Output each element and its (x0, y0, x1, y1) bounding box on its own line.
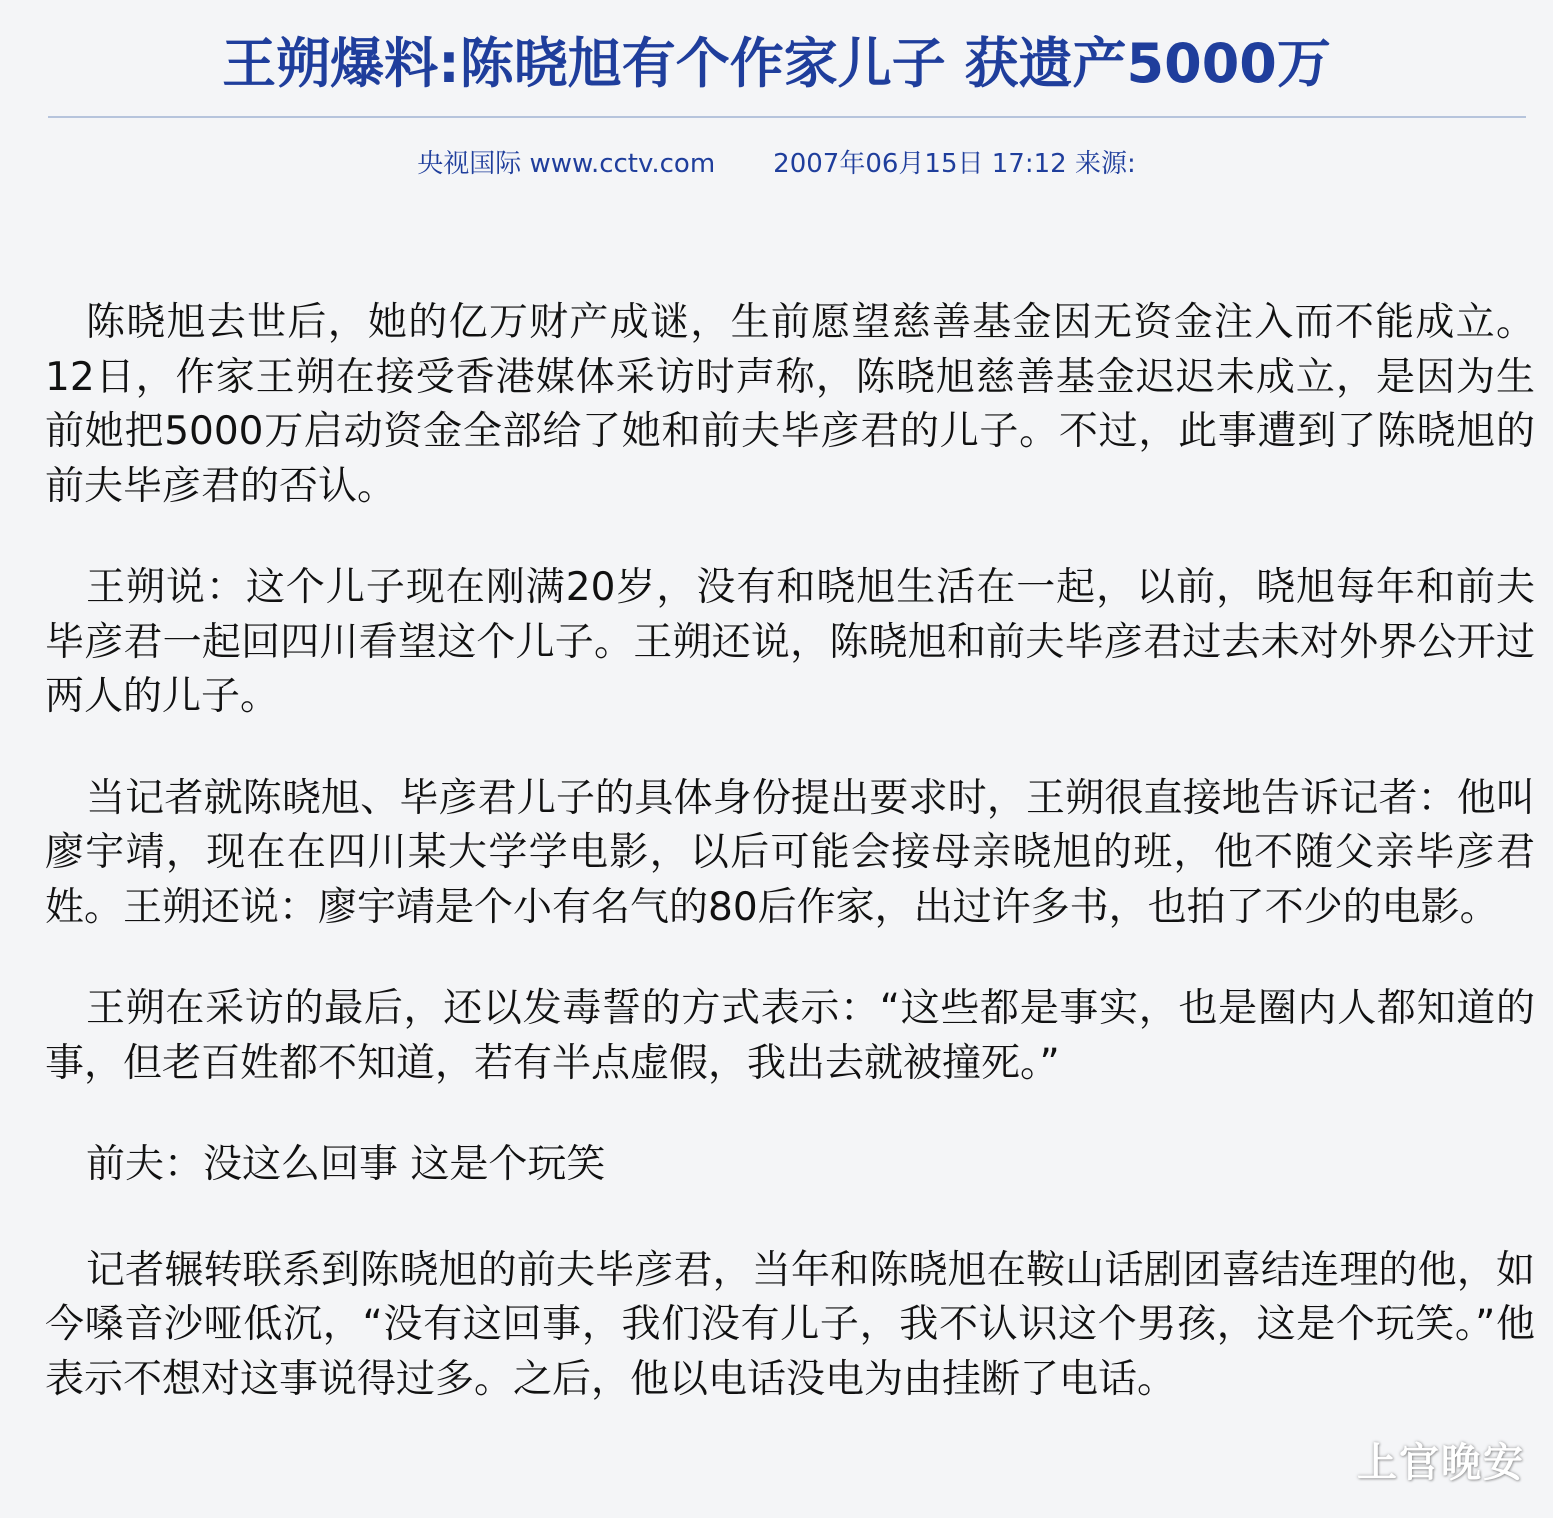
article-title: 王朔爆料:陈晓旭有个作家儿子 获遗产5000万 (222, 32, 1331, 95)
paragraph-1: 陈晓旭去世后，她的亿万财产成谜，生前愿望慈善基金因无资金注入而不能成立。12日，作家王朔在接受香港媒体采访时声称，陈晓旭慈善基金迟迟未成立，是因为生前她把5000万启动资金全部给了她和前夫毕彦君的儿子。不过，此事遭到了陈晓旭的前夫毕彦君的否认。 (45, 300, 1535, 509)
source-site: 央视国际 www.cctv.com (417, 149, 716, 179)
article-meta (0, 140, 1553, 188)
article-body (45, 296, 1535, 1454)
publish-date-source: 2007年06月15日 17:12 来源: (773, 149, 1136, 179)
paragraph-3: 当记者就陈晓旭、毕彦君儿子的具体身份提出要求时，王朔很直接地告诉记者：他叫廖宇靖，现在在四川某大学学电影，以后可能会接母亲晓旭的班，他不随父亲毕彦君姓。王朔还说：廖宇靖是个小有名气的80后作家，出过许多书，也拍了不少的电影。 (45, 775, 1535, 930)
paragraph-2: 王朔说：这个儿子现在刚满20岁，没有和晓旭生活在一起，以前，晓旭每年和前夫毕彦君一起回四川看望这个儿子。王朔还说，陈晓旭和前夫毕彦君过去未对外界公开过两人的儿子。 (45, 565, 1535, 719)
subheading: 前夫：没这么回事 这是个玩笑 (86, 1142, 606, 1187)
paragraph-4: 王朔在采访的最后，还以发毒誓的方式表示：“这些都是事实，也是圈内人都知道的事，但老百姓都不知道，若有半点虚假，我出去就被撞死。” (45, 986, 1535, 1086)
watermark-text: 上官晚安 (1357, 1440, 1525, 1486)
title-divider (48, 116, 1526, 118)
paragraph-5: 记者辗转联系到陈晓旭的前夫毕彦君，当年和陈晓旭在鞍山话剧团喜结连理的他，如今嗓音沙哑低沉，“没有这回事，我们没有儿子，我不认识这个男孩，这是个玩笑。”他表示不想对这事说得过多。之后，他以电话没电为由挂断了电话。 (45, 1247, 1535, 1402)
